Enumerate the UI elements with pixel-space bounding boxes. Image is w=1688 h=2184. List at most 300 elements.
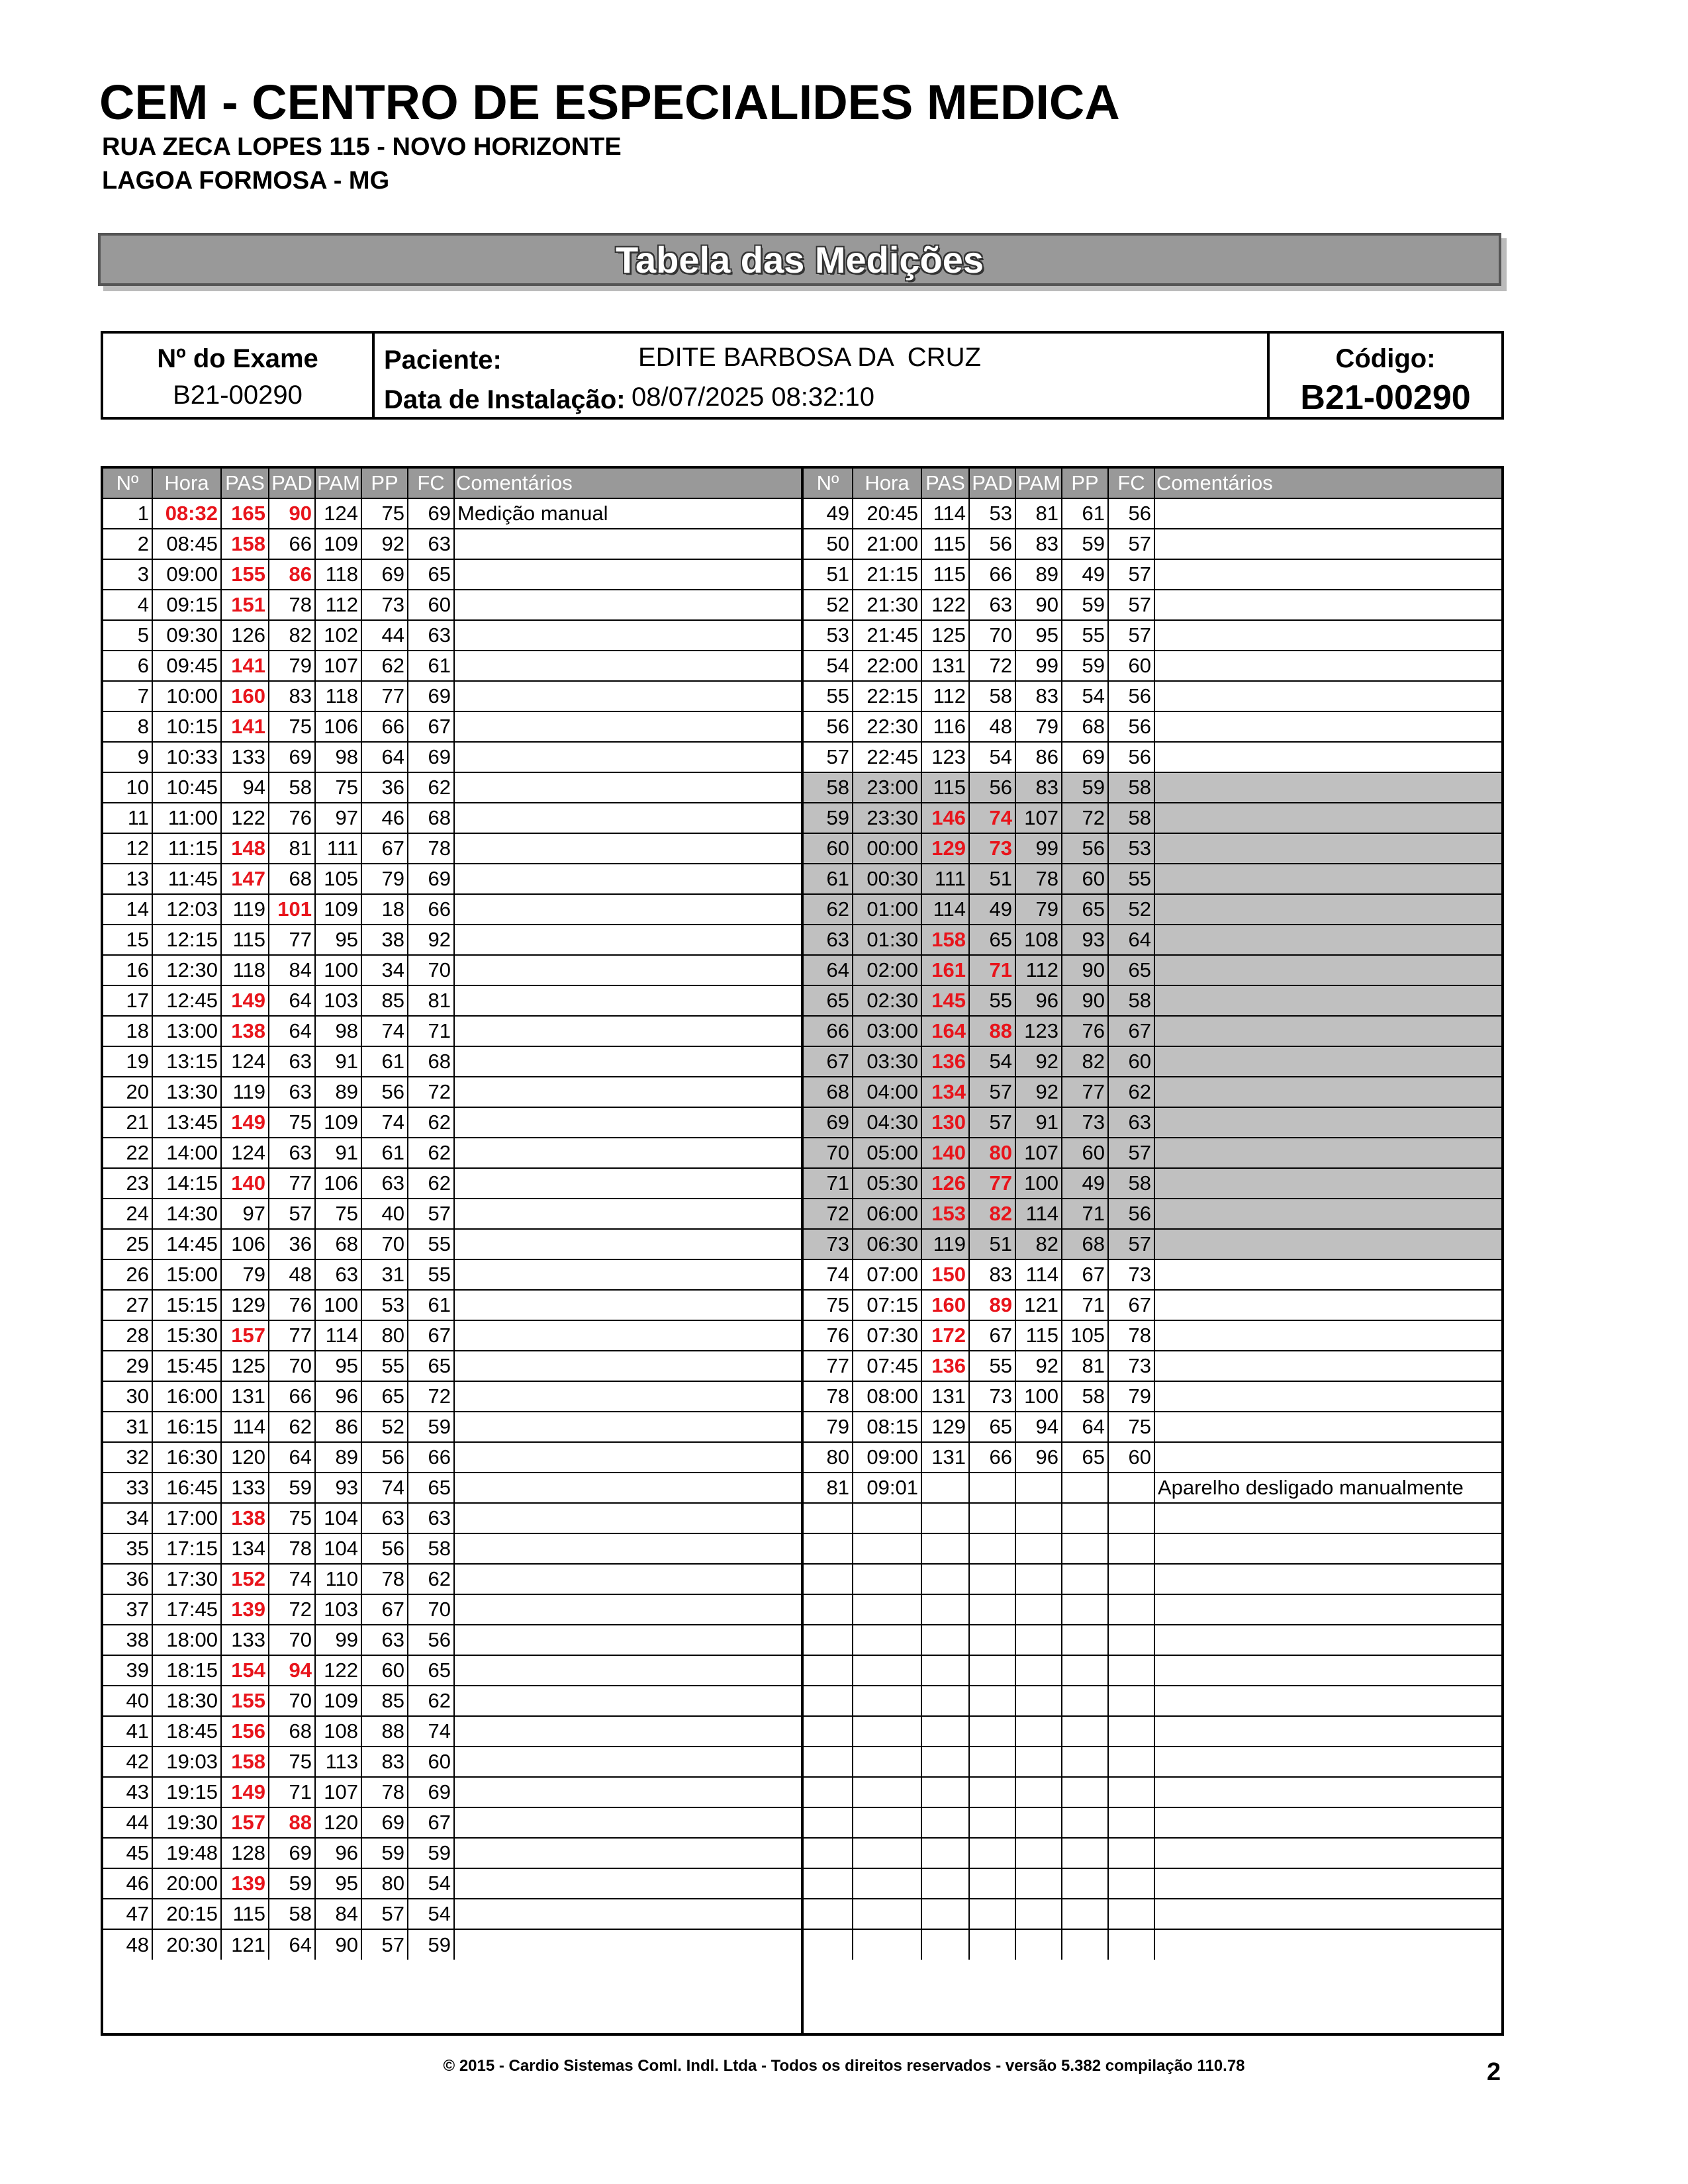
- col-number: 14: [103, 894, 152, 925]
- col-number: 2: [103, 529, 152, 559]
- col-time: 20:30: [152, 1929, 221, 1960]
- table-header: [103, 469, 801, 498]
- col-pas: 157: [221, 1807, 269, 1838]
- col-time: 08:45: [152, 529, 221, 559]
- col-comment: [454, 1594, 801, 1625]
- col-pad: 67: [969, 1320, 1015, 1351]
- table-row: [804, 681, 1501, 711]
- col-pam: 118: [315, 559, 361, 590]
- col-time: 10:33: [152, 742, 221, 772]
- col-fc: 57: [1108, 620, 1154, 651]
- table-row: [804, 1381, 1501, 1412]
- col-pad: [969, 1807, 1015, 1838]
- col-fc: 69: [408, 864, 454, 894]
- col-pam: 78: [1015, 864, 1062, 894]
- col-pp: 55: [361, 1351, 408, 1381]
- table-row: [103, 1320, 801, 1351]
- col-comment: [454, 590, 801, 620]
- col-fc: 63: [408, 529, 454, 559]
- col-pas: 160: [221, 681, 269, 711]
- col-pas: 97: [221, 1199, 269, 1229]
- col-pam: 79: [1015, 711, 1062, 742]
- col-pp: [1062, 1625, 1108, 1655]
- table-row: [804, 955, 1501, 985]
- col-pp: 66: [361, 711, 408, 742]
- col-time: 19:03: [152, 1747, 221, 1777]
- col-fc: [1108, 1503, 1154, 1533]
- col-pad: 77: [269, 1320, 315, 1351]
- col-pp: [1062, 1777, 1108, 1807]
- col-number: 65: [804, 985, 853, 1016]
- col-pad: 64: [269, 1442, 315, 1473]
- table-row: [103, 559, 801, 590]
- col-comment: [454, 1229, 801, 1259]
- col-fc: 58: [1108, 1168, 1154, 1199]
- col-pp: 68: [1062, 711, 1108, 742]
- col-pas: 94: [221, 772, 269, 803]
- col-fc: 57: [1108, 559, 1154, 590]
- col-comment: [454, 1564, 801, 1594]
- col-pam: 92: [1015, 1351, 1062, 1381]
- col-number: 16: [103, 955, 152, 985]
- col-pp: 67: [1062, 1259, 1108, 1290]
- col-fc: 65: [408, 1655, 454, 1686]
- col-fc: [1108, 1594, 1154, 1625]
- col-time: [853, 1533, 921, 1564]
- col-fc: [1108, 1747, 1154, 1777]
- col-pp: 49: [1062, 1168, 1108, 1199]
- col-number: [804, 1899, 853, 1929]
- col-pam: 81: [1015, 498, 1062, 529]
- table-row: [103, 529, 801, 559]
- col-pp: 64: [361, 742, 408, 772]
- col-pp: 46: [361, 803, 408, 833]
- col-pas: 147: [221, 864, 269, 894]
- col-pp: 63: [361, 1503, 408, 1533]
- col-comment: [454, 1077, 801, 1107]
- col-pam: 68: [315, 1229, 361, 1259]
- col-time: 22:15: [853, 681, 921, 711]
- header-col-pam: PAM: [1015, 469, 1062, 498]
- col-comment: [454, 985, 801, 1016]
- col-pas: 114: [221, 1412, 269, 1442]
- table-row: [804, 1473, 1501, 1503]
- col-number: 49: [826, 502, 849, 525]
- col-pad: 63: [969, 590, 1015, 620]
- table-row: [103, 985, 801, 1016]
- col-comment: [454, 1655, 801, 1686]
- col-fc: [1108, 1868, 1154, 1899]
- col-pad: 71: [969, 955, 1015, 985]
- col-pad: 56: [969, 529, 1015, 559]
- col-pad: 49: [969, 894, 1015, 925]
- col-comment: [454, 1716, 801, 1747]
- col-pam: 109: [315, 529, 361, 559]
- header-col-pas: PAS: [921, 469, 969, 498]
- col-pas: 157: [221, 1320, 269, 1351]
- col-pp: 80: [361, 1868, 408, 1899]
- col-fc: 62: [408, 1107, 454, 1138]
- table-row: [804, 1412, 1501, 1442]
- col-pam: 96: [1015, 1442, 1062, 1473]
- col-pas: 149: [221, 1107, 269, 1138]
- col-time: 09:30: [152, 620, 221, 651]
- col-number: 63: [804, 925, 853, 955]
- col-number: 5: [103, 620, 152, 651]
- col-pad: 66: [269, 529, 315, 559]
- col-pas: 121: [221, 1929, 269, 1960]
- patient-label: Paciente:: [384, 345, 502, 375]
- col-pas: 158: [221, 1747, 269, 1777]
- col-time: [853, 1625, 921, 1655]
- col-pad: 81: [269, 833, 315, 864]
- table-row: [804, 498, 1501, 529]
- col-time: 09:15: [152, 590, 221, 620]
- col-time: 13:15: [152, 1046, 221, 1077]
- col-number: 55: [804, 681, 853, 711]
- col-pam: [1015, 1807, 1062, 1838]
- col-number: 76: [804, 1320, 853, 1351]
- col-pp: 74: [361, 1473, 408, 1503]
- col-pam: 100: [315, 955, 361, 985]
- col-pp: [1062, 1473, 1108, 1503]
- col-pam: 75: [315, 772, 361, 803]
- col-comment: [1154, 1442, 1501, 1473]
- col-number: 41: [103, 1716, 152, 1747]
- col-pam: 83: [1015, 772, 1062, 803]
- col-comment: [454, 1199, 801, 1229]
- col-pad: 76: [269, 803, 315, 833]
- measurements-left: [103, 469, 801, 1960]
- col-time: 00:00: [853, 833, 921, 864]
- col-pp: 40: [361, 1199, 408, 1229]
- col-pas: 150: [921, 1259, 969, 1290]
- table-row: [103, 772, 801, 803]
- col-pp: 105: [1062, 1320, 1108, 1351]
- col-pas: 131: [921, 1381, 969, 1412]
- col-pas: 134: [921, 1077, 969, 1107]
- col-pam: 96: [1015, 985, 1062, 1016]
- col-pas: 119: [921, 1229, 969, 1259]
- col-pam: [1015, 1929, 1062, 1960]
- col-pas: 119: [221, 894, 269, 925]
- col-pp: [1062, 1807, 1108, 1838]
- col-time: [853, 1747, 921, 1777]
- col-pad: 64: [269, 1016, 315, 1046]
- col-pp: 65: [1062, 1442, 1108, 1473]
- col-pam: 90: [315, 1929, 361, 1960]
- col-pam: 75: [315, 1199, 361, 1229]
- col-time: 08:00: [853, 1381, 921, 1412]
- col-comment: [1154, 590, 1501, 620]
- col-fc: 57: [1108, 590, 1154, 620]
- table-row: [804, 559, 1501, 590]
- col-pp: [1062, 1655, 1108, 1686]
- table-row: [103, 1564, 801, 1594]
- col-pas: 115: [921, 559, 969, 590]
- col-fc: 79: [1108, 1381, 1154, 1412]
- col-number: 13: [103, 864, 152, 894]
- col-pam: [1015, 1503, 1062, 1533]
- table-row: [103, 498, 801, 529]
- col-time: 19:15: [152, 1777, 221, 1807]
- col-time: 10:45: [152, 772, 221, 803]
- col-fc: 69: [408, 681, 454, 711]
- table-row: [103, 894, 801, 925]
- col-pas: 158: [921, 925, 969, 955]
- col-time: 18:30: [152, 1686, 221, 1716]
- col-pp: 56: [361, 1077, 408, 1107]
- col-pp: 38: [361, 925, 408, 955]
- table-row: [103, 742, 801, 772]
- col-fc: 59: [408, 1838, 454, 1868]
- col-pad: 64: [269, 1929, 315, 1960]
- col-comment: [454, 1442, 801, 1473]
- col-pas: 141: [221, 651, 269, 681]
- col-pam: 100: [1015, 1381, 1062, 1412]
- table-row: [103, 1290, 801, 1320]
- col-pam: 108: [1015, 925, 1062, 955]
- table-row: [103, 1625, 801, 1655]
- col-time: 21:15: [853, 559, 921, 590]
- col-pad: 63: [269, 1046, 315, 1077]
- col-pp: 80: [361, 1320, 408, 1351]
- col-time: 22:00: [853, 651, 921, 681]
- col-pam: [1015, 1899, 1062, 1929]
- col-pad: 70: [269, 1686, 315, 1716]
- col-pam: 90: [1015, 590, 1062, 620]
- col-pp: [1062, 1716, 1108, 1747]
- col-pam: 103: [315, 985, 361, 1016]
- table-row: [103, 711, 801, 742]
- col-time: 18:45: [152, 1716, 221, 1747]
- col-pas: 161: [921, 955, 969, 985]
- col-fc: 59: [408, 1412, 454, 1442]
- col-pas: 141: [221, 711, 269, 742]
- header-col-time: Hora: [152, 469, 221, 498]
- col-time: 07:45: [853, 1351, 921, 1381]
- col-pas: 115: [221, 1899, 269, 1929]
- col-comment: [1154, 1320, 1501, 1351]
- col-time: 15:15: [152, 1290, 221, 1320]
- col-fc: 60: [408, 590, 454, 620]
- col-comment: [1154, 1686, 1501, 1716]
- col-fc: 62: [408, 772, 454, 803]
- col-pas: 139: [221, 1868, 269, 1899]
- col-number: 45: [103, 1838, 152, 1868]
- col-fc: 56: [1108, 711, 1154, 742]
- col-pad: 57: [969, 1077, 1015, 1107]
- col-pad: 57: [269, 1199, 315, 1229]
- col-number: 30: [103, 1381, 152, 1412]
- col-pam: 79: [1015, 894, 1062, 925]
- col-pam: 112: [1015, 955, 1062, 985]
- col-pas: 155: [221, 1686, 269, 1716]
- col-time: 11:00: [152, 803, 221, 833]
- col-fc: 78: [408, 833, 454, 864]
- col-comment: [1154, 620, 1501, 651]
- col-number: [804, 1777, 853, 1807]
- col-pp: [1062, 1503, 1108, 1533]
- col-pas: 129: [921, 1412, 969, 1442]
- col-number: 61: [804, 864, 853, 894]
- col-comment: [454, 681, 801, 711]
- col-comment: [454, 803, 801, 833]
- col-number: [804, 1686, 853, 1716]
- col-number: 54: [804, 651, 853, 681]
- col-comment: Aparelho desligado manualmente: [1154, 1473, 1501, 1503]
- col-pam: [1015, 1716, 1062, 1747]
- col-pp: 77: [1062, 1077, 1108, 1107]
- footer: © 2015 - Cardio Sistemas Coml. Indl. Ltda - Todos os direitos reservados - versão 5.382 compilação 110.78: [443, 2057, 1245, 2075]
- col-number: [804, 1716, 853, 1747]
- col-pam: 114: [1015, 1259, 1062, 1290]
- col-time: 10:15: [152, 711, 221, 742]
- col-number: 64: [804, 955, 853, 985]
- table-row: [103, 1016, 801, 1046]
- col-pam: 104: [315, 1503, 361, 1533]
- col-time: 15:30: [152, 1320, 221, 1351]
- col-time: 16:45: [152, 1473, 221, 1503]
- col-pas: 114: [921, 498, 969, 529]
- col-fc: 56: [1108, 1199, 1154, 1229]
- col-pas: 120: [221, 1442, 269, 1473]
- col-pp: [1062, 1533, 1108, 1564]
- col-pam: 94: [1015, 1412, 1062, 1442]
- col-time: [853, 1564, 921, 1594]
- table-row: [804, 651, 1501, 681]
- col-time: 05:30: [853, 1168, 921, 1199]
- col-pas: 172: [921, 1320, 969, 1351]
- col-fc: 58: [408, 1533, 454, 1564]
- col-pam: 108: [315, 1716, 361, 1747]
- table-row: [103, 1442, 801, 1473]
- col-pam: 114: [315, 1320, 361, 1351]
- col-fc: [1108, 1929, 1154, 1960]
- col-pam: 86: [315, 1412, 361, 1442]
- col-comment: [1154, 925, 1501, 955]
- col-pam: 99: [1015, 833, 1062, 864]
- col-pp: 81: [1062, 1351, 1108, 1381]
- table-row: [804, 1320, 1501, 1351]
- col-comment: [454, 1168, 801, 1199]
- table-row: [103, 1168, 801, 1199]
- col-comment: [454, 1533, 801, 1564]
- col-pam: [1015, 1747, 1062, 1777]
- col-pp: 75: [361, 498, 408, 529]
- header-col-pam: PAM: [315, 469, 361, 498]
- col-pp: 78: [361, 1777, 408, 1807]
- table-row: [804, 1290, 1501, 1320]
- col-time: 14:45: [152, 1229, 221, 1259]
- col-number: 35: [103, 1533, 152, 1564]
- col-fc: 58: [1108, 985, 1154, 1016]
- col-pas: [921, 1747, 969, 1777]
- col-number: [804, 1838, 853, 1868]
- col-comment: [1154, 864, 1501, 894]
- col-pad: 75: [269, 1107, 315, 1138]
- col-time: 07:15: [853, 1290, 921, 1320]
- col-fc: 57: [1108, 1138, 1154, 1168]
- col-pad: 62: [269, 1412, 315, 1442]
- col-pad: 57: [969, 1107, 1015, 1138]
- col-pp: 68: [1062, 1229, 1108, 1259]
- col-comment: [454, 1807, 801, 1838]
- col-number: 19: [103, 1046, 152, 1077]
- col-fc: [1108, 1899, 1154, 1929]
- table-row: [804, 803, 1501, 833]
- col-pad: 64: [269, 985, 315, 1016]
- col-fc: 66: [408, 1442, 454, 1473]
- col-pam: [1015, 1473, 1062, 1503]
- col-fc: 72: [408, 1077, 454, 1107]
- col-pad: 75: [269, 1747, 315, 1777]
- code-value: B21-00290: [1300, 379, 1471, 417]
- col-number: 68: [804, 1077, 853, 1107]
- table-row: [103, 1533, 801, 1564]
- col-pam: 95: [315, 1351, 361, 1381]
- col-pad: 66: [269, 1381, 315, 1412]
- col-pp: 34: [361, 955, 408, 985]
- col-comment: [454, 1473, 801, 1503]
- table-row: [804, 1655, 1501, 1686]
- col-comment: [454, 1503, 801, 1533]
- col-pam: 109: [315, 1107, 361, 1138]
- col-pp: 74: [361, 1016, 408, 1046]
- table-row: [804, 529, 1501, 559]
- col-pad: [969, 1716, 1015, 1747]
- col-pad: [969, 1929, 1015, 1960]
- col-fc: 53: [1108, 833, 1154, 864]
- col-number: 11: [103, 803, 152, 833]
- col-pp: 60: [1062, 864, 1108, 894]
- col-number: 1: [137, 502, 149, 525]
- col-comment: [454, 1838, 801, 1868]
- table-row: [103, 1594, 801, 1625]
- col-pam: 118: [315, 681, 361, 711]
- col-time: 14:15: [152, 1168, 221, 1199]
- table-row: [103, 1868, 801, 1899]
- col-pas: 149: [221, 1777, 269, 1807]
- col-time: 22:30: [853, 711, 921, 742]
- col-pad: 77: [269, 925, 315, 955]
- col-pas: 158: [221, 529, 269, 559]
- col-comment: [1154, 681, 1501, 711]
- col-time: 15:45: [152, 1351, 221, 1381]
- col-pp: [1062, 1929, 1108, 1960]
- col-pas: [921, 1807, 969, 1838]
- table-row: [103, 1807, 801, 1838]
- col-number: 24: [103, 1199, 152, 1229]
- col-time: 04:30: [853, 1107, 921, 1138]
- col-pad: 88: [269, 1807, 315, 1838]
- col-pad: [969, 1533, 1015, 1564]
- col-time: 02:30: [853, 985, 921, 1016]
- page-number: 2: [1487, 2058, 1501, 2086]
- col-number: [804, 1625, 853, 1655]
- table-row: [804, 1716, 1501, 1747]
- col-pam: 110: [315, 1564, 361, 1594]
- col-pad: 58: [969, 681, 1015, 711]
- col-pas: 122: [921, 590, 969, 620]
- col-pam: 113: [315, 1747, 361, 1777]
- col-number: 69: [804, 1107, 853, 1138]
- col-pad: [969, 1838, 1015, 1868]
- col-time: 22:45: [853, 742, 921, 772]
- col-fc: [1108, 1533, 1154, 1564]
- col-number: 7: [103, 681, 152, 711]
- col-fc: 66: [408, 894, 454, 925]
